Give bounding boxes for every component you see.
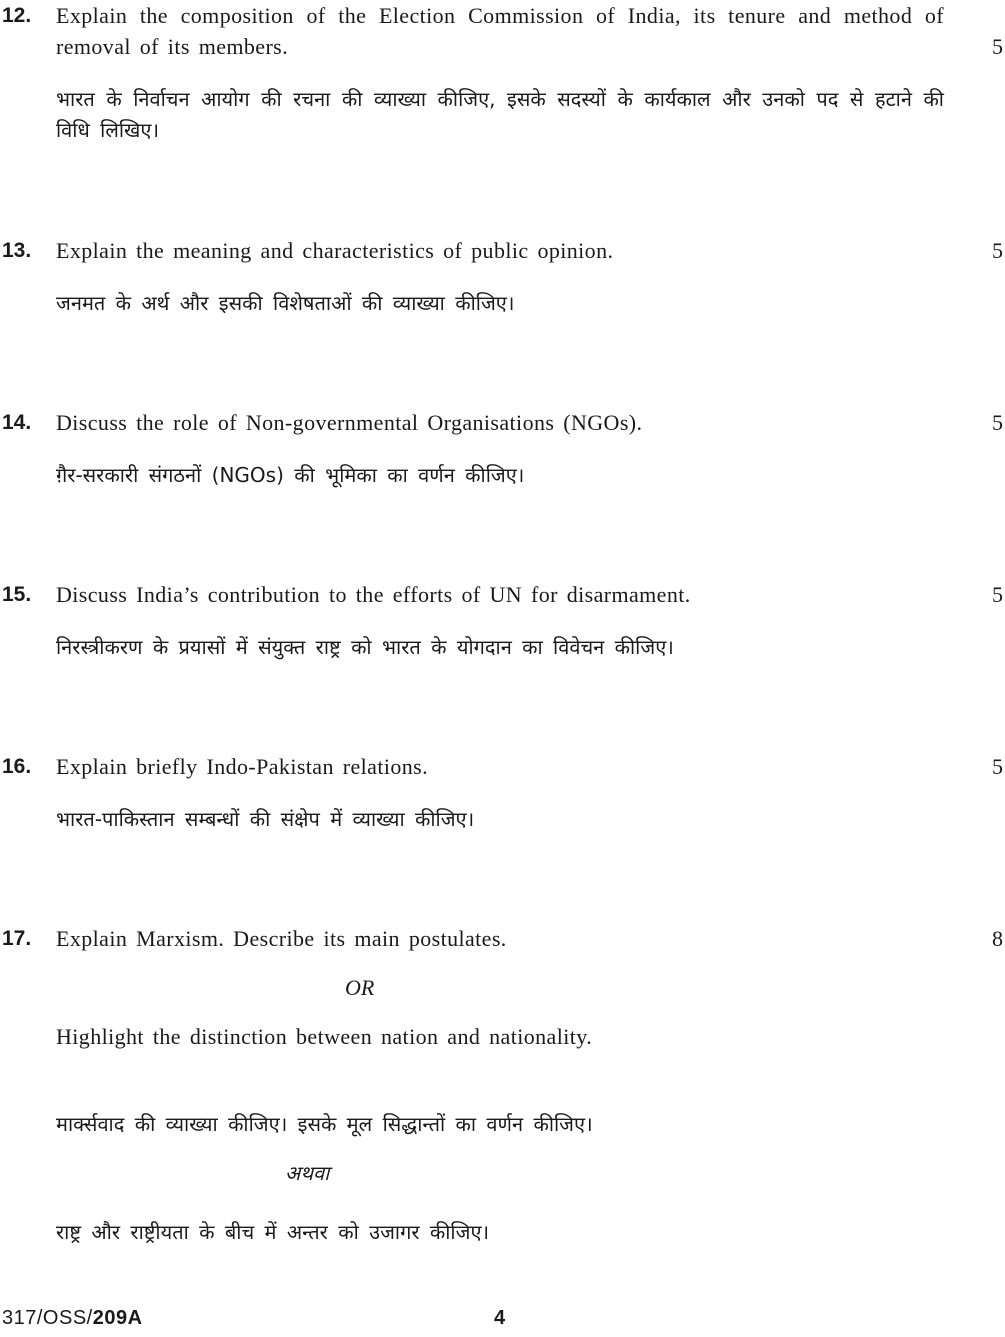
question-marks: 8 [992,926,1003,951]
question-marks: 5 [992,754,1003,779]
question-text-hindi: ग़ैर-सरकारी संगठनों (NGOs) की भूमिका का वर्णन कीजिए। [56,463,525,487]
question-text-english: Explain the composition of the Election Commission of India, its tenure and method of removal of its members. [56,3,944,59]
question-number: 16. [2,755,32,778]
question-marks: 5 [992,34,1003,59]
question-text-english: Explain the meaning and characteristics of public opinion. [56,238,614,263]
question-text-english: Discuss the role of Non-governmental Organisations (NGOs). [56,410,643,435]
paper-code [2,1306,143,1330]
question-text-hindi: जनमत के अर्थ और इसकी विशेषताओं की व्याख्या कीजिए। [56,291,515,315]
question-text-english: Explain briefly Indo-Pakistan relations. [56,754,429,779]
question-marks: 5 [992,238,1003,263]
question-number: 17. [2,927,32,950]
question-number: 13. [2,239,32,262]
paper-code-prefix: 317/OSS/ [2,1307,93,1329]
question-text-hindi: भारत के निर्वाचन आयोग की रचना की व्याख्या कीजिए, इसके सदस्यों के कार्यकाल और उनको पद से हटाने की विधि लिखिए। [56,87,944,142]
question-text-english: Discuss India’s contribution to the efforts of UN for disarmament. [56,582,691,607]
question-alt-text-hindi: राष्ट्र और राष्ट्रीयता के बीच में अन्तर को उजागर कीजिए। [56,1220,490,1244]
question-number: 12. [2,4,32,27]
question-alt-text-english: Highlight the distinction between nation and nationality. [56,1024,593,1049]
or-separator-hindi: अथवा [285,1161,330,1185]
question-marks: 5 [992,410,1003,435]
or-separator-english: OR [345,975,375,1000]
question-number: 14. [2,411,32,434]
question-text-english: Explain Marxism. Describe its main postulates. [56,926,507,951]
page-number: 4 [494,1307,506,1329]
question-text-hindi: भारत-पाकिस्तान सम्बन्धों की संक्षेप में व्याख्या कीजिए। [56,807,475,831]
question-number: 15. [2,583,32,606]
question-marks: 5 [992,582,1003,607]
page-footer [0,1306,1005,1337]
question-text-hindi: मार्क्सवाद की व्याख्या कीजिए। इसके मूल सिद्धान्तों का वर्णन कीजिए। [56,1112,593,1136]
question-text-hindi: निरस्त्रीकरण के प्रयासों में संयुक्त राष्ट्र को भारत के योगदान का विवेचन कीजिए। [56,635,674,659]
paper-code-bold: 209A [92,1307,143,1329]
